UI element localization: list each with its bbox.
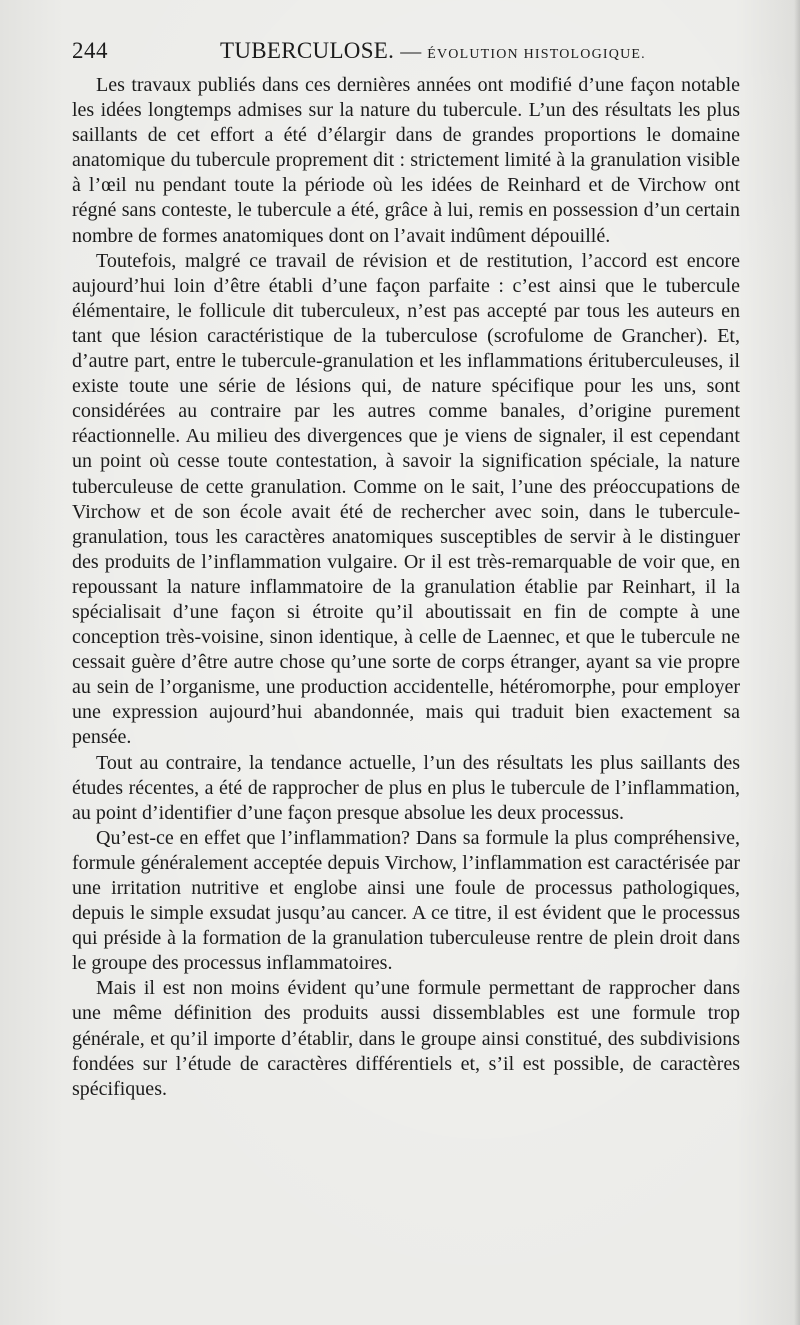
paragraph-4: Qu’est-ce en effet que l’inflammation? Dans sa formule la plus compréhensive, formule généralement acceptée depuis Virchow, l’inflammation est caractérisée par une irritation nutritive et englobe ainsi une foule de processus pathologiques, depuis le simple exsudat jusqu’au cancer. A ce titre, il est évident que le processus qui préside à la formation de la granulation tuberculeuse rentre de plein droit dans le groupe des processus inflammatoires. xyxy=(72,826,740,975)
paragraph-2: Toutefois, malgré ce travail de révision et de restitution, l’accord est encore aujourd’hui loin d’être établi d’une façon parfaite : c’est ainsi que le tubercule élémentaire, le follicule dit tuberculeux, n’est pas accepté par tous les auteurs en tant que lésion caractéristique de la tuberculose (scrofulome de Grancher). Et, d’autre part, entre le tubercule-granulation et les inflammations érituberculeuses, il existe toute une série de lésions qui, de nature spécifique pour les uns, sont considérées au contraire par les autres comme banales, d’origine purement réactionnelle. Au milieu des divergences que je viens de signaler, il est cependant un point où cesse toute contestation, à savoir la signification spéciale, la nature tuberculeuse de cette granulation. Comme on le sait, l’une des préoccupations de Virchow et de son école avait été de rechercher avec soin, dans le tubercule-granulation, tous les caractères anatomiques susceptibles de servir à le distinguer des produits de l’inflammation vulgaire. Or il est très-remarquable de voir que, en repoussant la nature inflammatoire de la granulation établie par Reinhart, il la spécialisait d’une façon si étroite qu’il aboutissait en fin de compte à une conception très-voisine, sinon identique, à celle de Laennec, et que le tubercule ne cessait guère d’être autre chose qu’une sorte de corps étranger, ayant sa vie propre au sein de l’organisme, une production accidentelle, hétéromorphe, pour employer une expression aujourd’hui abandonnée, mais qui traduit bien exactement sa pensée. xyxy=(72,249,740,749)
page-header xyxy=(72,38,740,70)
paragraph-5: Mais il est non moins évident qu’une formule permettant de rapprocher dans une même définition des produits aussi dissemblables est une formule trop générale, et qu’il importe d’établir, dans le groupe ainsi constitué, des subdivisions fondées sur l’étude de caractères différentiels et, s’il est possible, de caractères spécifiques. xyxy=(72,977,740,1100)
running-title: TUBERCULOSE. xyxy=(220,38,395,63)
page-number: 244 xyxy=(72,38,108,63)
running-head xyxy=(220,38,646,64)
running-subtitle: ÉVOLUTION HISTOLOGIQUE. xyxy=(427,47,646,62)
page-edge-shadow xyxy=(794,0,800,1325)
paragraph-1: Les travaux publiés dans ces dernières années ont modifié d’une façon notable les idées longtemps admises sur la nature du tubercule. L’un des résultats les plus saillants de cet effort a été d’élargir dans de grandes proportions le domaine anatomique du tubercule proprement dit : strictement limité à la granulation visible à l’œil nu pendant toute la période où les idées de Reinhard et de Virchow ont régné sans conteste, le tubercule a été, grâce à lui, remis en possession d’un certain nombre de formes anatomiques dont on l’avait indûment dépouillé. xyxy=(72,74,740,247)
running-head-separator: — xyxy=(400,39,422,63)
paragraph-3: Tout au contraire, la tendance actuelle, l’un des résultats les plus saillants des études récentes, a été de rapprocher de plus en plus le tubercule de l’inflammation, au point d’identifier d’une façon presque absolue les deux processus. xyxy=(72,751,740,824)
body-text xyxy=(72,73,740,1102)
